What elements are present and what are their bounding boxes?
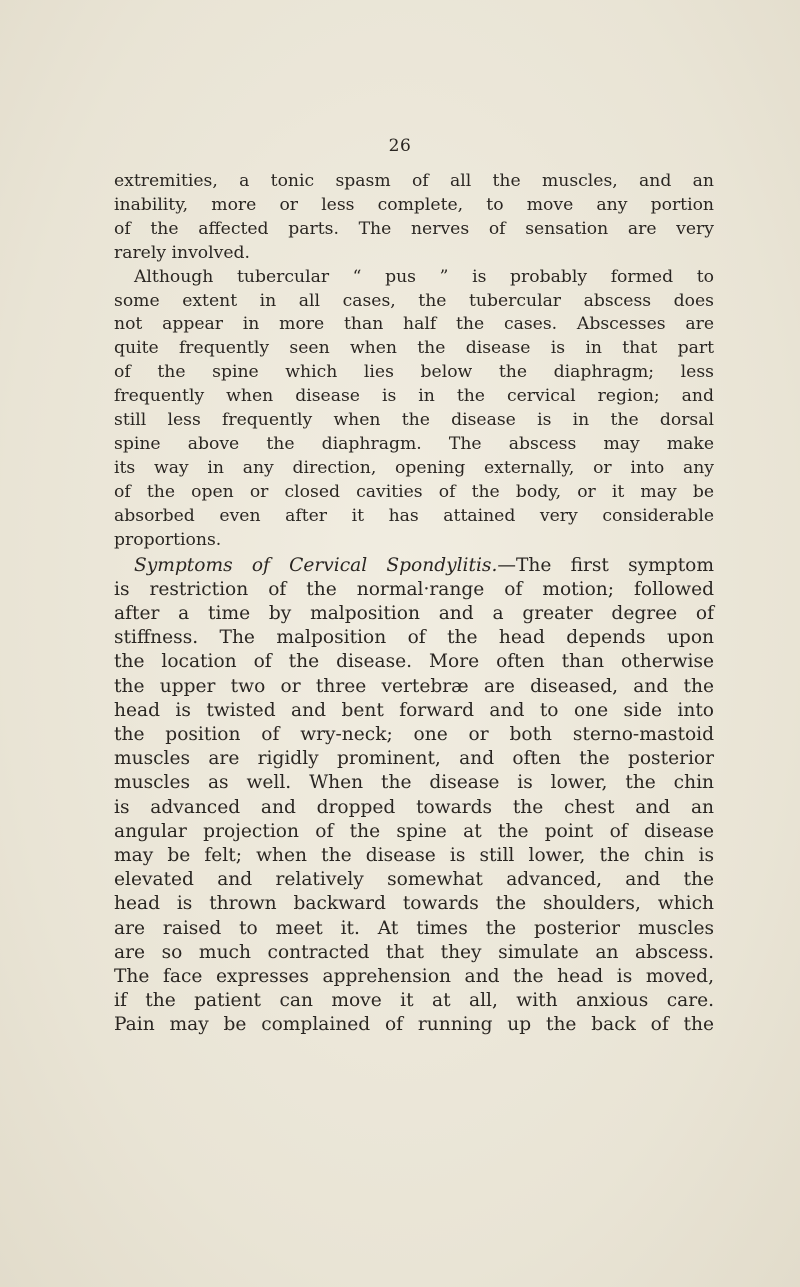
text-line: the position of wry-neck; one or both sterno-mastoid bbox=[114, 723, 714, 745]
text-line: muscles as well. When the disease is lower, the chin bbox=[114, 772, 714, 794]
text-line: the upper two or three vertebræ are diseased, and the bbox=[114, 675, 714, 697]
text-line: rarely involved. bbox=[114, 242, 250, 263]
text-line: the location of the disease. More often than otherwise bbox=[114, 651, 714, 673]
text-line: elevated and relatively somewhat advanced, and the bbox=[114, 869, 714, 891]
text-line: of the open or closed cavities of the body, or it may be bbox=[114, 481, 714, 502]
text-line: inability, more or less complete, to move any portion bbox=[114, 194, 714, 215]
text-line: proportions. bbox=[114, 529, 222, 550]
text-line: is advanced and dropped towards the chest and an bbox=[114, 796, 714, 818]
paragraph bbox=[114, 554, 714, 1038]
text-line: of the affected parts. The nerves of sensation are very bbox=[114, 218, 714, 239]
text-line: is restriction of the normal·range of motion; followed bbox=[114, 578, 714, 600]
section-heading: Symptoms of Cervical Spondylitis. bbox=[134, 554, 498, 576]
body-text bbox=[114, 170, 714, 1038]
text-line: if the patient can move it at all, with anxious care. bbox=[114, 990, 714, 1012]
text-line: not appear in more than half the cases. Abscesses are bbox=[114, 314, 714, 335]
text-line bbox=[114, 554, 714, 578]
text-line: stiffness. The malposition of the head depends upon bbox=[114, 627, 714, 649]
text-line: The face expresses apprehension and the head is moved, bbox=[114, 965, 714, 987]
paragraph bbox=[114, 170, 714, 266]
text-line: of the spine which lies below the diaphragm; less bbox=[114, 362, 714, 383]
text-line: angular projection of the spine at the point of disease bbox=[114, 820, 714, 842]
text-line: still less frequently when the disease is in the dorsal bbox=[114, 410, 714, 431]
text-line: spine above the diaphragm. The abscess may make bbox=[114, 433, 714, 454]
text-line: muscles are rigidly prominent, and often the posterior bbox=[114, 748, 714, 770]
text-line: Although tubercular “ pus ” is probably formed to bbox=[134, 266, 714, 287]
text-line: some extent in all cases, the tubercular abscess does bbox=[114, 290, 714, 311]
text-line: after a time by malposition and a greater degree of bbox=[114, 602, 714, 624]
text-line: quite frequently seen when the disease is in that part bbox=[114, 338, 714, 359]
paragraph bbox=[114, 266, 714, 553]
text-line: absorbed even after it has attained very considerable bbox=[114, 505, 714, 526]
text-line: are raised to meet it. At times the posterior muscles bbox=[114, 917, 714, 939]
text-line: its way in any direction, opening externally, or into any bbox=[114, 457, 714, 478]
text-line: head is thrown backward towards the shoulders, which bbox=[114, 893, 714, 915]
text-line: head is twisted and bent forward and to one side into bbox=[114, 699, 714, 721]
heading-continuation: —The first symptom bbox=[497, 554, 715, 576]
text-line: may be felt; when the disease is still lower, the chin is bbox=[114, 844, 714, 866]
text-line: Pain may be complained of running up the back of the bbox=[114, 1014, 714, 1036]
page-number: 26 bbox=[388, 136, 412, 156]
text-line: frequently when disease is in the cervical region; and bbox=[114, 386, 714, 407]
text-line: extremities, a tonic spasm of all the muscles, and an bbox=[114, 171, 714, 191]
text-line: are so much contracted that they simulate an abscess. bbox=[114, 941, 714, 963]
